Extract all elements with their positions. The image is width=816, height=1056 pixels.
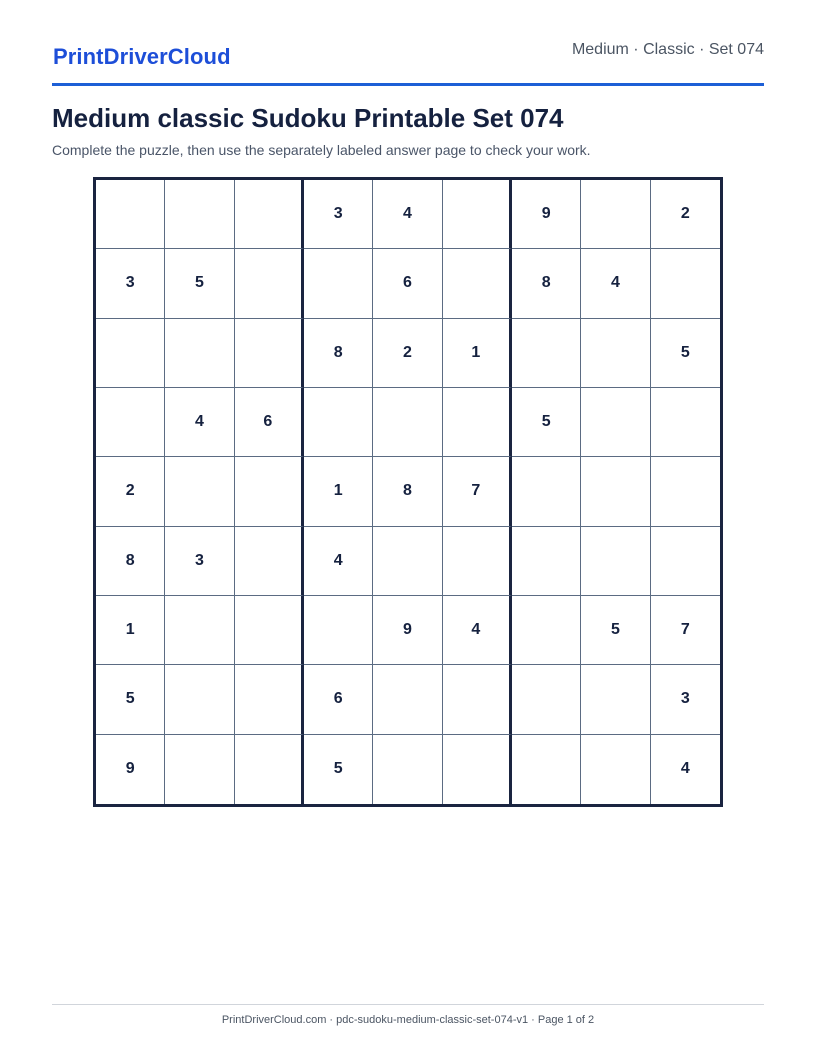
sudoku-cell: 2 xyxy=(373,319,442,388)
sudoku-cell: 4 xyxy=(165,388,234,457)
sudoku-cell xyxy=(512,527,581,596)
sudoku-cell: 7 xyxy=(443,457,512,526)
sudoku-cell: 4 xyxy=(680,760,690,778)
sudoku-cell xyxy=(235,319,304,388)
sudoku-cell xyxy=(443,388,512,457)
page-footer: PrintDriverCloud.com · pdc-sudoku-medium-classic-set-074-v1 · Page 1 of 2 xyxy=(221,1014,595,1026)
sudoku-cell: 8 xyxy=(304,319,373,388)
sudoku-cell: 3 xyxy=(304,180,373,249)
sudoku-cell: 5 xyxy=(651,319,720,388)
sudoku-cell xyxy=(304,596,373,665)
sudoku-cell xyxy=(304,249,373,318)
sudoku-cell: 3 xyxy=(96,249,165,318)
sudoku-cell xyxy=(235,249,304,318)
sudoku-cell xyxy=(581,665,650,734)
sudoku-cell xyxy=(443,665,512,734)
sudoku-cell: 1 xyxy=(96,596,165,665)
sudoku-cell: 2 xyxy=(651,180,720,249)
header-divider xyxy=(52,83,764,86)
sudoku-cell xyxy=(443,735,512,804)
sudoku-cell xyxy=(512,735,581,804)
sudoku-cell: 4 xyxy=(373,180,442,249)
sudoku-cell xyxy=(373,527,442,596)
sudoku-cell xyxy=(651,249,720,318)
sudoku-cell xyxy=(235,527,304,596)
sudoku-cell xyxy=(581,457,650,526)
sudoku-cell: 5 xyxy=(96,665,165,734)
sudoku-cell xyxy=(651,527,720,596)
sudoku-cell xyxy=(443,180,512,249)
sudoku-cell: 5 xyxy=(165,249,234,318)
sudoku-cell xyxy=(581,735,650,804)
sudoku-cell xyxy=(443,249,512,318)
sudoku-cell: 8 xyxy=(96,527,165,596)
sudoku-cell: 9 xyxy=(96,735,165,804)
sudoku-cell xyxy=(373,735,442,804)
sudoku-cell: 8 xyxy=(373,457,442,526)
sudoku-cell xyxy=(512,319,581,388)
sudoku-cell: 4 xyxy=(581,249,650,318)
sudoku-grid xyxy=(93,177,723,807)
sudoku-cell: 2 xyxy=(96,457,165,526)
sudoku-cell: 8 xyxy=(512,249,581,318)
sudoku-cell xyxy=(96,319,165,388)
sudoku-cell xyxy=(165,596,234,665)
sudoku-cell xyxy=(165,735,234,804)
brand-logo-text: PrintDriverCloud xyxy=(53,44,231,69)
sudoku-cell xyxy=(373,665,442,734)
sudoku-cell: 6 xyxy=(304,665,373,734)
sudoku-cell: 6 xyxy=(235,388,304,457)
sudoku-cell xyxy=(581,527,650,596)
sudoku-cell xyxy=(96,180,165,249)
sudoku-cell: 5 xyxy=(304,735,373,804)
sudoku-cell xyxy=(235,735,304,804)
sudoku-cell: 4 xyxy=(443,596,512,665)
sudoku-cell: 1 xyxy=(304,457,373,526)
sudoku-cell xyxy=(651,457,720,526)
sudoku-cell xyxy=(165,180,234,249)
sudoku-cell xyxy=(512,665,581,734)
sudoku-cell: 9 xyxy=(373,596,442,665)
sudoku-cell: 1 xyxy=(443,319,512,388)
sudoku-cell: 6 xyxy=(373,249,442,318)
sudoku-cell: 4 xyxy=(304,527,373,596)
sudoku-cell: 7 xyxy=(651,596,720,665)
sudoku-cell xyxy=(512,596,581,665)
sudoku-cell: 5 xyxy=(581,596,650,665)
sudoku-cell xyxy=(235,665,304,734)
page-subtitle: Complete the puzzle, then use the separately labeled answer page to check your work. xyxy=(52,142,591,158)
page-title: Medium classic Sudoku Printable Set 074 xyxy=(52,103,564,133)
sudoku-cell xyxy=(581,319,650,388)
sudoku-cell xyxy=(235,457,304,526)
sudoku-cell xyxy=(235,596,304,665)
sudoku-cell: 3 xyxy=(165,527,234,596)
puzzle-meta: Medium · Classic · Set 074 xyxy=(571,41,764,58)
sudoku-cell xyxy=(512,457,581,526)
sudoku-cell: 9 xyxy=(512,180,581,249)
sudoku-cell xyxy=(581,180,650,249)
sudoku-cell xyxy=(651,388,720,457)
sudoku-cell xyxy=(165,319,234,388)
sudoku-cell xyxy=(581,388,650,457)
sudoku-cell xyxy=(304,388,373,457)
sudoku-cell: 5 xyxy=(512,388,581,457)
sudoku-cell xyxy=(96,388,165,457)
sudoku-cell xyxy=(165,457,234,526)
footer-divider xyxy=(52,1004,764,1005)
sudoku-cell: 3 xyxy=(651,665,720,734)
sudoku-cell xyxy=(165,665,234,734)
sudoku-cell xyxy=(235,180,304,249)
sudoku-cell xyxy=(373,388,442,457)
sudoku-cell xyxy=(443,527,512,596)
